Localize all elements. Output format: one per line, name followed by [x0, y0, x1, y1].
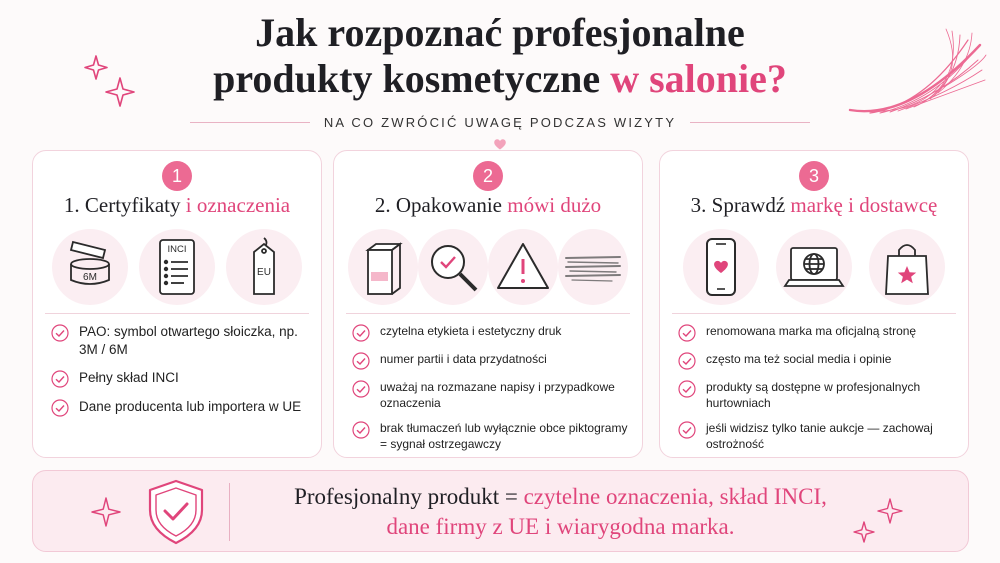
step-number-badge: 3 [799, 161, 829, 191]
card-brand-supplier [659, 150, 969, 458]
checklist [51, 323, 307, 427]
card-title [33, 193, 321, 218]
subtitle-rule-left [190, 122, 310, 123]
summary-plain: Profesjonalny produkt = [294, 484, 518, 509]
list-item [678, 351, 954, 370]
list-item [51, 323, 307, 359]
list-item-text: uważaj na rozmazane napisy i przypadkowe oznaczenia [380, 380, 615, 410]
inci-document-icon [139, 229, 215, 305]
eu-tag-icon [226, 229, 302, 305]
card-divider [45, 313, 309, 314]
sparkle-icon [89, 495, 123, 529]
smartphone-heart-icon [683, 229, 759, 305]
list-item [352, 351, 628, 370]
list-item [678, 379, 954, 411]
list-item-text: często ma też social media i opinie [706, 352, 892, 366]
list-item [51, 369, 307, 388]
warning-triangle-icon [488, 229, 558, 305]
card-title-plain: 2. Opakowanie [374, 193, 502, 217]
checkmark-icon [678, 421, 696, 439]
list-item-text: brak tłumaczeń lub wyłącznie obce piktogramy = sygnał ostrzegawczy [380, 421, 628, 451]
card-title-accent: markę i dostawcę [790, 193, 938, 217]
card-title [660, 193, 968, 218]
checkmark-icon [51, 324, 69, 342]
checkmark-icon [51, 399, 69, 417]
summary-accent-1: czytelne oznaczenia, skład INCI, [523, 484, 827, 509]
card-title-accent: i oznaczenia [185, 193, 291, 217]
card-packaging [333, 150, 643, 458]
checkmark-icon [678, 352, 696, 370]
checkmark-icon [352, 380, 370, 398]
list-item-text: Pełny skład INCI [79, 370, 179, 385]
subtitle-rule-right [690, 122, 810, 123]
list-item-text: produkty są dostępne w profesjonalnych hurtowniach [706, 380, 921, 410]
list-item [678, 420, 954, 452]
list-item [678, 323, 954, 342]
title-line-2-plain: produkty kosmetyczne [213, 56, 601, 101]
inci-label: INCI [167, 244, 187, 255]
checkmark-icon [678, 380, 696, 398]
list-item [352, 420, 628, 452]
title-line-2-accent: w salonie? [610, 56, 787, 101]
list-item [352, 323, 628, 342]
checkmark-icon [678, 324, 696, 342]
list-item-text: PAO: symbol otwartego słoiczka, np. 3M / 6M [79, 324, 298, 357]
title-line-1: Jak rozpoznać profesjonalne [255, 10, 745, 55]
card-icon-row [47, 227, 307, 307]
card-title [334, 193, 642, 218]
jar-label: 6M [83, 272, 98, 283]
open-jar-icon [52, 229, 128, 305]
list-item-text: numer partii i data przydatności [380, 352, 547, 366]
header [0, 0, 1000, 150]
footer-divider [229, 483, 230, 541]
checkmark-icon [51, 370, 69, 388]
list-item-text: czytelna etykieta i estetyczny druk [380, 324, 562, 338]
package-box-icon [348, 229, 418, 305]
eyelash-feather-icon [840, 25, 990, 125]
shopping-bag-star-icon [869, 229, 945, 305]
summary-banner [32, 470, 969, 552]
blurred-text-icon [558, 229, 628, 305]
shield-check-icon [143, 478, 209, 546]
card-title-plain: 3. Sprawdź [690, 193, 786, 217]
heart-icon [493, 137, 507, 151]
card-certificates [32, 150, 322, 458]
card-icon-row [348, 227, 628, 307]
checkmark-icon [352, 352, 370, 370]
step-number-badge: 1 [162, 161, 192, 191]
subtitle: NA CO ZWRÓCIĆ UWAGĘ PODCZAS WIZYTY [323, 114, 677, 130]
eu-label: EU [256, 267, 271, 278]
step-number-badge: 2 [473, 161, 503, 191]
list-item-text: renomowana marka ma oficjalną stronę [706, 324, 917, 338]
summary-text [243, 482, 878, 542]
sparkle-icon [848, 496, 904, 546]
checkmark-icon [352, 421, 370, 439]
summary-accent-2: dane firmy z UE i wiarygodna marka. [386, 514, 735, 539]
card-divider [672, 313, 956, 314]
subtitle-row [190, 112, 810, 132]
list-item [51, 398, 307, 417]
list-item [352, 379, 628, 411]
checklist [352, 323, 628, 461]
laptop-globe-icon [776, 229, 852, 305]
card-title-accent: mówi dużo [507, 193, 602, 217]
card-divider [346, 313, 630, 314]
list-item-text: jeśli widzisz tylko tanie aukcje — zachowaj ostrożność [706, 421, 933, 451]
checkmark-icon [352, 324, 370, 342]
card-icon-row [674, 227, 954, 307]
list-item-text: Dane producenta lub importera w UE [79, 399, 302, 414]
magnifier-check-icon [418, 229, 488, 305]
checklist [678, 323, 954, 461]
card-title-plain: 1. Certyfikaty [63, 193, 181, 217]
